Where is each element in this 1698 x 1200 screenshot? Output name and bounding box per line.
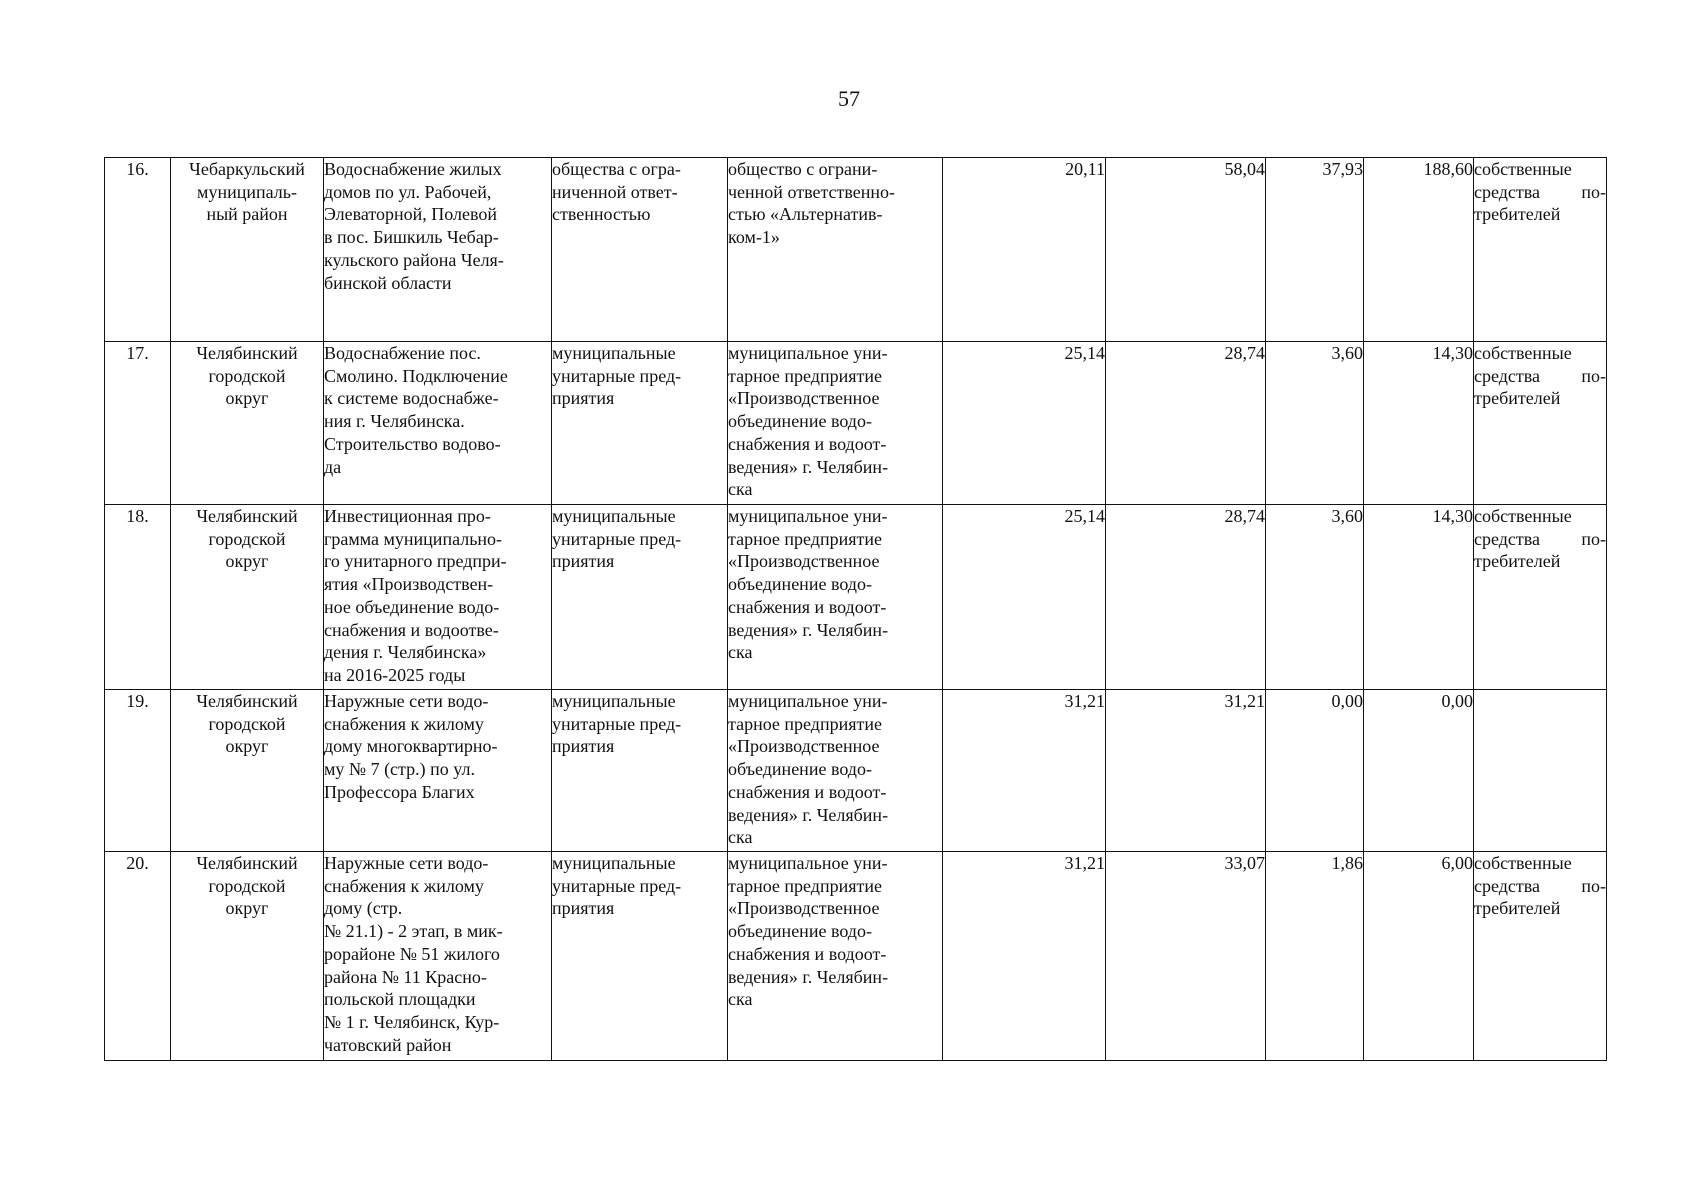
organization-line: объединение водо- (728, 411, 872, 432)
organization-cell (728, 505, 943, 690)
value-col-3: 1,86 (1331, 853, 1363, 873)
funding-source-line: требителей (1474, 388, 1561, 409)
org-type-cell (552, 158, 728, 342)
description-line: му № 7 (стр.) по ул. (324, 759, 475, 780)
organization-line: ска (728, 479, 753, 500)
value-col-4: 0,00 (1441, 691, 1473, 711)
value-col-2-cell (1106, 505, 1266, 690)
organization-line: ведения» г. Челябин- (728, 456, 889, 477)
municipality-line: городской (208, 713, 286, 734)
description-line: ятия «Производствен- (324, 574, 494, 595)
org-type-line: унитарные пред- (552, 713, 682, 734)
municipality-cell (171, 505, 324, 690)
table-row (105, 158, 1607, 342)
organization-line: муниципальное уни- (728, 343, 888, 363)
org-type-line: унитарные пред- (552, 875, 682, 896)
row-number: 19. (126, 691, 149, 711)
municipality-line: округ (225, 736, 269, 757)
value-col-1: 25,14 (1064, 343, 1105, 363)
organization-cell (728, 158, 943, 342)
municipality-line: Челябинский (196, 691, 298, 711)
page-number: 57 (838, 86, 860, 111)
municipality-line: округ (225, 388, 269, 409)
value-col-1-cell (943, 852, 1106, 1061)
description-line: ния г. Челябинска. (324, 411, 465, 432)
description-line: Строительство водово- (324, 433, 501, 454)
description-line: домов по ул. Рабочей, (324, 181, 492, 202)
value-col-1-cell (943, 158, 1106, 342)
value-col-2-cell (1106, 690, 1266, 852)
data-table (104, 157, 1607, 1061)
description-line: Инвестиционная про- (324, 506, 491, 526)
municipality-cell (171, 158, 324, 342)
funding-source-line: требителей (1474, 204, 1561, 225)
description-line: кульского района Челя- (324, 249, 504, 270)
organization-line: общество с ограни- (728, 159, 878, 179)
description-line: рорайоне № 51 жилого (324, 943, 500, 964)
description-line: снабжения и водоотве- (324, 619, 499, 640)
org-type-cell (552, 505, 728, 690)
org-type-line: приятия (552, 898, 615, 919)
description-line: к системе водоснабже- (324, 388, 499, 409)
organization-line: объединение водо- (728, 921, 872, 942)
description-cell (324, 852, 552, 1061)
value-col-1: 31,21 (1064, 691, 1105, 711)
municipality-line: округ (225, 898, 269, 919)
description-line: Наружные сети водо- (324, 853, 489, 873)
organization-line: тарное предприятие (728, 528, 882, 549)
value-col-4: 188,60 (1423, 159, 1473, 179)
organization-line: муниципальное уни- (728, 506, 888, 526)
organization-line: ска (728, 642, 753, 663)
value-col-3-cell (1266, 342, 1364, 505)
value-col-1: 20,11 (1065, 159, 1105, 179)
row-number-cell (105, 852, 171, 1061)
funding-source-cell (1474, 158, 1607, 342)
row-number-cell (105, 342, 171, 505)
org-type-line: муниципальные (552, 506, 676, 526)
organization-line: объединение водо- (728, 759, 872, 780)
value-col-4-cell (1364, 158, 1474, 342)
funding-source-cell (1474, 342, 1607, 505)
org-type-line: приятия (552, 551, 615, 572)
value-col-3-cell (1266, 505, 1364, 690)
row-number: 20. (126, 853, 149, 873)
org-type-line: унитарные пред- (552, 528, 682, 549)
municipality-line: ный район (206, 204, 288, 225)
value-col-4: 14,30 (1432, 343, 1473, 363)
org-type-line: ниченной ответ- (552, 181, 678, 202)
organization-line: объединение водо- (728, 574, 872, 595)
organization-line: снабжения и водоот- (728, 943, 887, 964)
row-number: 16. (126, 159, 149, 179)
organization-line: снабжения и водоот- (728, 781, 887, 802)
value-col-3-cell (1266, 158, 1364, 342)
municipality-line: округ (225, 551, 269, 572)
value-col-3: 3,60 (1331, 506, 1363, 526)
value-col-3: 3,60 (1331, 343, 1363, 363)
organization-line: ведения» г. Челябин- (728, 804, 889, 825)
org-type-line: унитарные пред- (552, 365, 682, 386)
description-line: на 2016-2025 годы (324, 664, 466, 685)
funding-source-line: собственные (1474, 343, 1572, 363)
organization-line: стью «Альтернатив- (728, 204, 883, 225)
table-row (105, 342, 1607, 505)
organization-cell (728, 690, 943, 852)
value-col-1-cell (943, 505, 1106, 690)
table-row (105, 505, 1607, 690)
description-line: № 1 г. Челябинск, Кур- (324, 1011, 500, 1032)
value-col-2: 33,07 (1224, 853, 1265, 873)
value-col-2: 58,04 (1224, 159, 1265, 179)
org-type-line: общества с огра- (552, 159, 681, 179)
description-cell (324, 158, 552, 342)
organization-cell (728, 342, 943, 505)
description-line: ное объединение водо- (324, 596, 500, 617)
municipality-cell (171, 342, 324, 505)
row-number-cell (105, 690, 171, 852)
organization-line: ска (728, 989, 753, 1010)
municipality-line: Челябинский (196, 853, 298, 873)
description-cell (324, 690, 552, 852)
description-line: дения г. Челябинска» (324, 642, 487, 663)
row-number-cell (105, 505, 171, 690)
row-number: 18. (126, 506, 149, 526)
funding-source-line: средства по- (1474, 528, 1606, 549)
municipality-line: городской (208, 528, 286, 549)
municipality-line: Челябинский (196, 506, 298, 526)
funding-source-line: средства по- (1474, 181, 1606, 202)
description-line: снабжения к жилому (324, 875, 484, 896)
funding-source-line: собственные (1474, 853, 1572, 873)
value-col-4: 6,00 (1441, 853, 1473, 873)
value-col-1: 25,14 (1064, 506, 1105, 526)
organization-line: тарное предприятие (728, 875, 882, 896)
value-col-4-cell (1364, 852, 1474, 1061)
org-type-cell (552, 690, 728, 852)
org-type-line: приятия (552, 388, 615, 409)
description-line: бинской области (324, 272, 452, 293)
description-line: Элеваторной, Полевой (324, 204, 498, 225)
organization-line: «Производственное (728, 388, 880, 409)
funding-source-line: собственные (1474, 506, 1572, 526)
table-row (105, 852, 1607, 1061)
organization-line: тарное предприятие (728, 713, 882, 734)
description-line: Водоснабжение жилых (324, 159, 502, 179)
value-col-3: 37,93 (1322, 159, 1363, 179)
org-type-line: муниципальные (552, 343, 676, 363)
value-col-2: 28,74 (1224, 506, 1265, 526)
value-col-3-cell (1266, 690, 1364, 852)
municipality-line: городской (208, 365, 286, 386)
organization-line: ведения» г. Челябин- (728, 619, 889, 640)
description-cell (324, 505, 552, 690)
organization-line: снабжения и водоот- (728, 433, 887, 454)
organization-line: «Производственное (728, 736, 880, 757)
description-line: Наружные сети водо- (324, 691, 489, 711)
municipality-line: муниципаль- (197, 181, 297, 202)
description-line: № 21.1) - 2 этап, в мик- (324, 921, 503, 942)
org-type-line: муниципальные (552, 853, 676, 873)
org-type-cell (552, 342, 728, 505)
description-line: Водоснабжение пос. (324, 343, 481, 363)
row-number: 17. (126, 343, 149, 363)
value-col-2-cell (1106, 342, 1266, 505)
municipality-cell (171, 690, 324, 852)
value-col-1-cell (943, 342, 1106, 505)
organization-line: тарное предприятие (728, 365, 882, 386)
description-line: польской площадки (324, 989, 476, 1010)
organization-line: ченной ответственно- (728, 181, 896, 202)
table-row (105, 690, 1607, 852)
description-line: да (324, 456, 342, 477)
description-cell (324, 342, 552, 505)
funding-source-line: средства по- (1474, 365, 1606, 386)
funding-source-cell (1474, 690, 1607, 852)
value-col-1-cell (943, 690, 1106, 852)
description-line: дому многоквартирно- (324, 736, 498, 757)
org-type-cell (552, 852, 728, 1061)
value-col-2: 31,21 (1224, 691, 1265, 711)
funding-source-cell (1474, 505, 1607, 690)
description-line: грамма муниципально- (324, 528, 503, 549)
description-line: в пос. Бишкиль Чебар- (324, 227, 499, 248)
description-line: Профессора Благих (324, 781, 475, 802)
organization-cell (728, 852, 943, 1061)
funding-source-line: требителей (1474, 551, 1561, 572)
value-col-2-cell (1106, 852, 1266, 1061)
funding-source-cell (1474, 852, 1607, 1061)
value-col-4: 14,30 (1432, 506, 1473, 526)
funding-source-line: средства по- (1474, 875, 1606, 896)
description-line: дому (стр. (324, 898, 403, 919)
value-col-2: 28,74 (1224, 343, 1265, 363)
value-col-3: 0,00 (1331, 691, 1363, 711)
description-line: Смолино. Подключение (324, 365, 508, 386)
value-col-4-cell (1364, 505, 1474, 690)
row-number-cell (105, 158, 171, 342)
value-col-3-cell (1266, 852, 1364, 1061)
municipality-line: Чебаркульский (189, 159, 305, 179)
organization-line: ска (728, 827, 753, 848)
municipality-line: городской (208, 875, 286, 896)
municipality-line: Челябинский (196, 343, 298, 363)
description-line: снабжения к жилому (324, 713, 484, 734)
org-type-line: ственностью (552, 204, 651, 225)
organization-line: снабжения и водоот- (728, 596, 887, 617)
description-line: чатовский район (324, 1034, 452, 1055)
organization-line: «Производственное (728, 898, 880, 919)
organization-line: муниципальное уни- (728, 853, 888, 873)
funding-source-line: требителей (1474, 898, 1561, 919)
org-type-line: муниципальные (552, 691, 676, 711)
org-type-line: приятия (552, 736, 615, 757)
funding-source-line: собственные (1474, 159, 1572, 179)
description-line: го унитарного предпри- (324, 551, 507, 572)
value-col-4-cell (1364, 690, 1474, 852)
value-col-4-cell (1364, 342, 1474, 505)
value-col-1: 31,21 (1064, 853, 1105, 873)
organization-line: ком-1» (728, 227, 780, 248)
organization-line: муниципальное уни- (728, 691, 888, 711)
municipality-cell (171, 852, 324, 1061)
organization-line: «Производственное (728, 551, 880, 572)
value-col-2-cell (1106, 158, 1266, 342)
description-line: района № 11 Красно- (324, 966, 487, 987)
organization-line: ведения» г. Челябин- (728, 966, 889, 987)
table-body (105, 158, 1607, 1061)
